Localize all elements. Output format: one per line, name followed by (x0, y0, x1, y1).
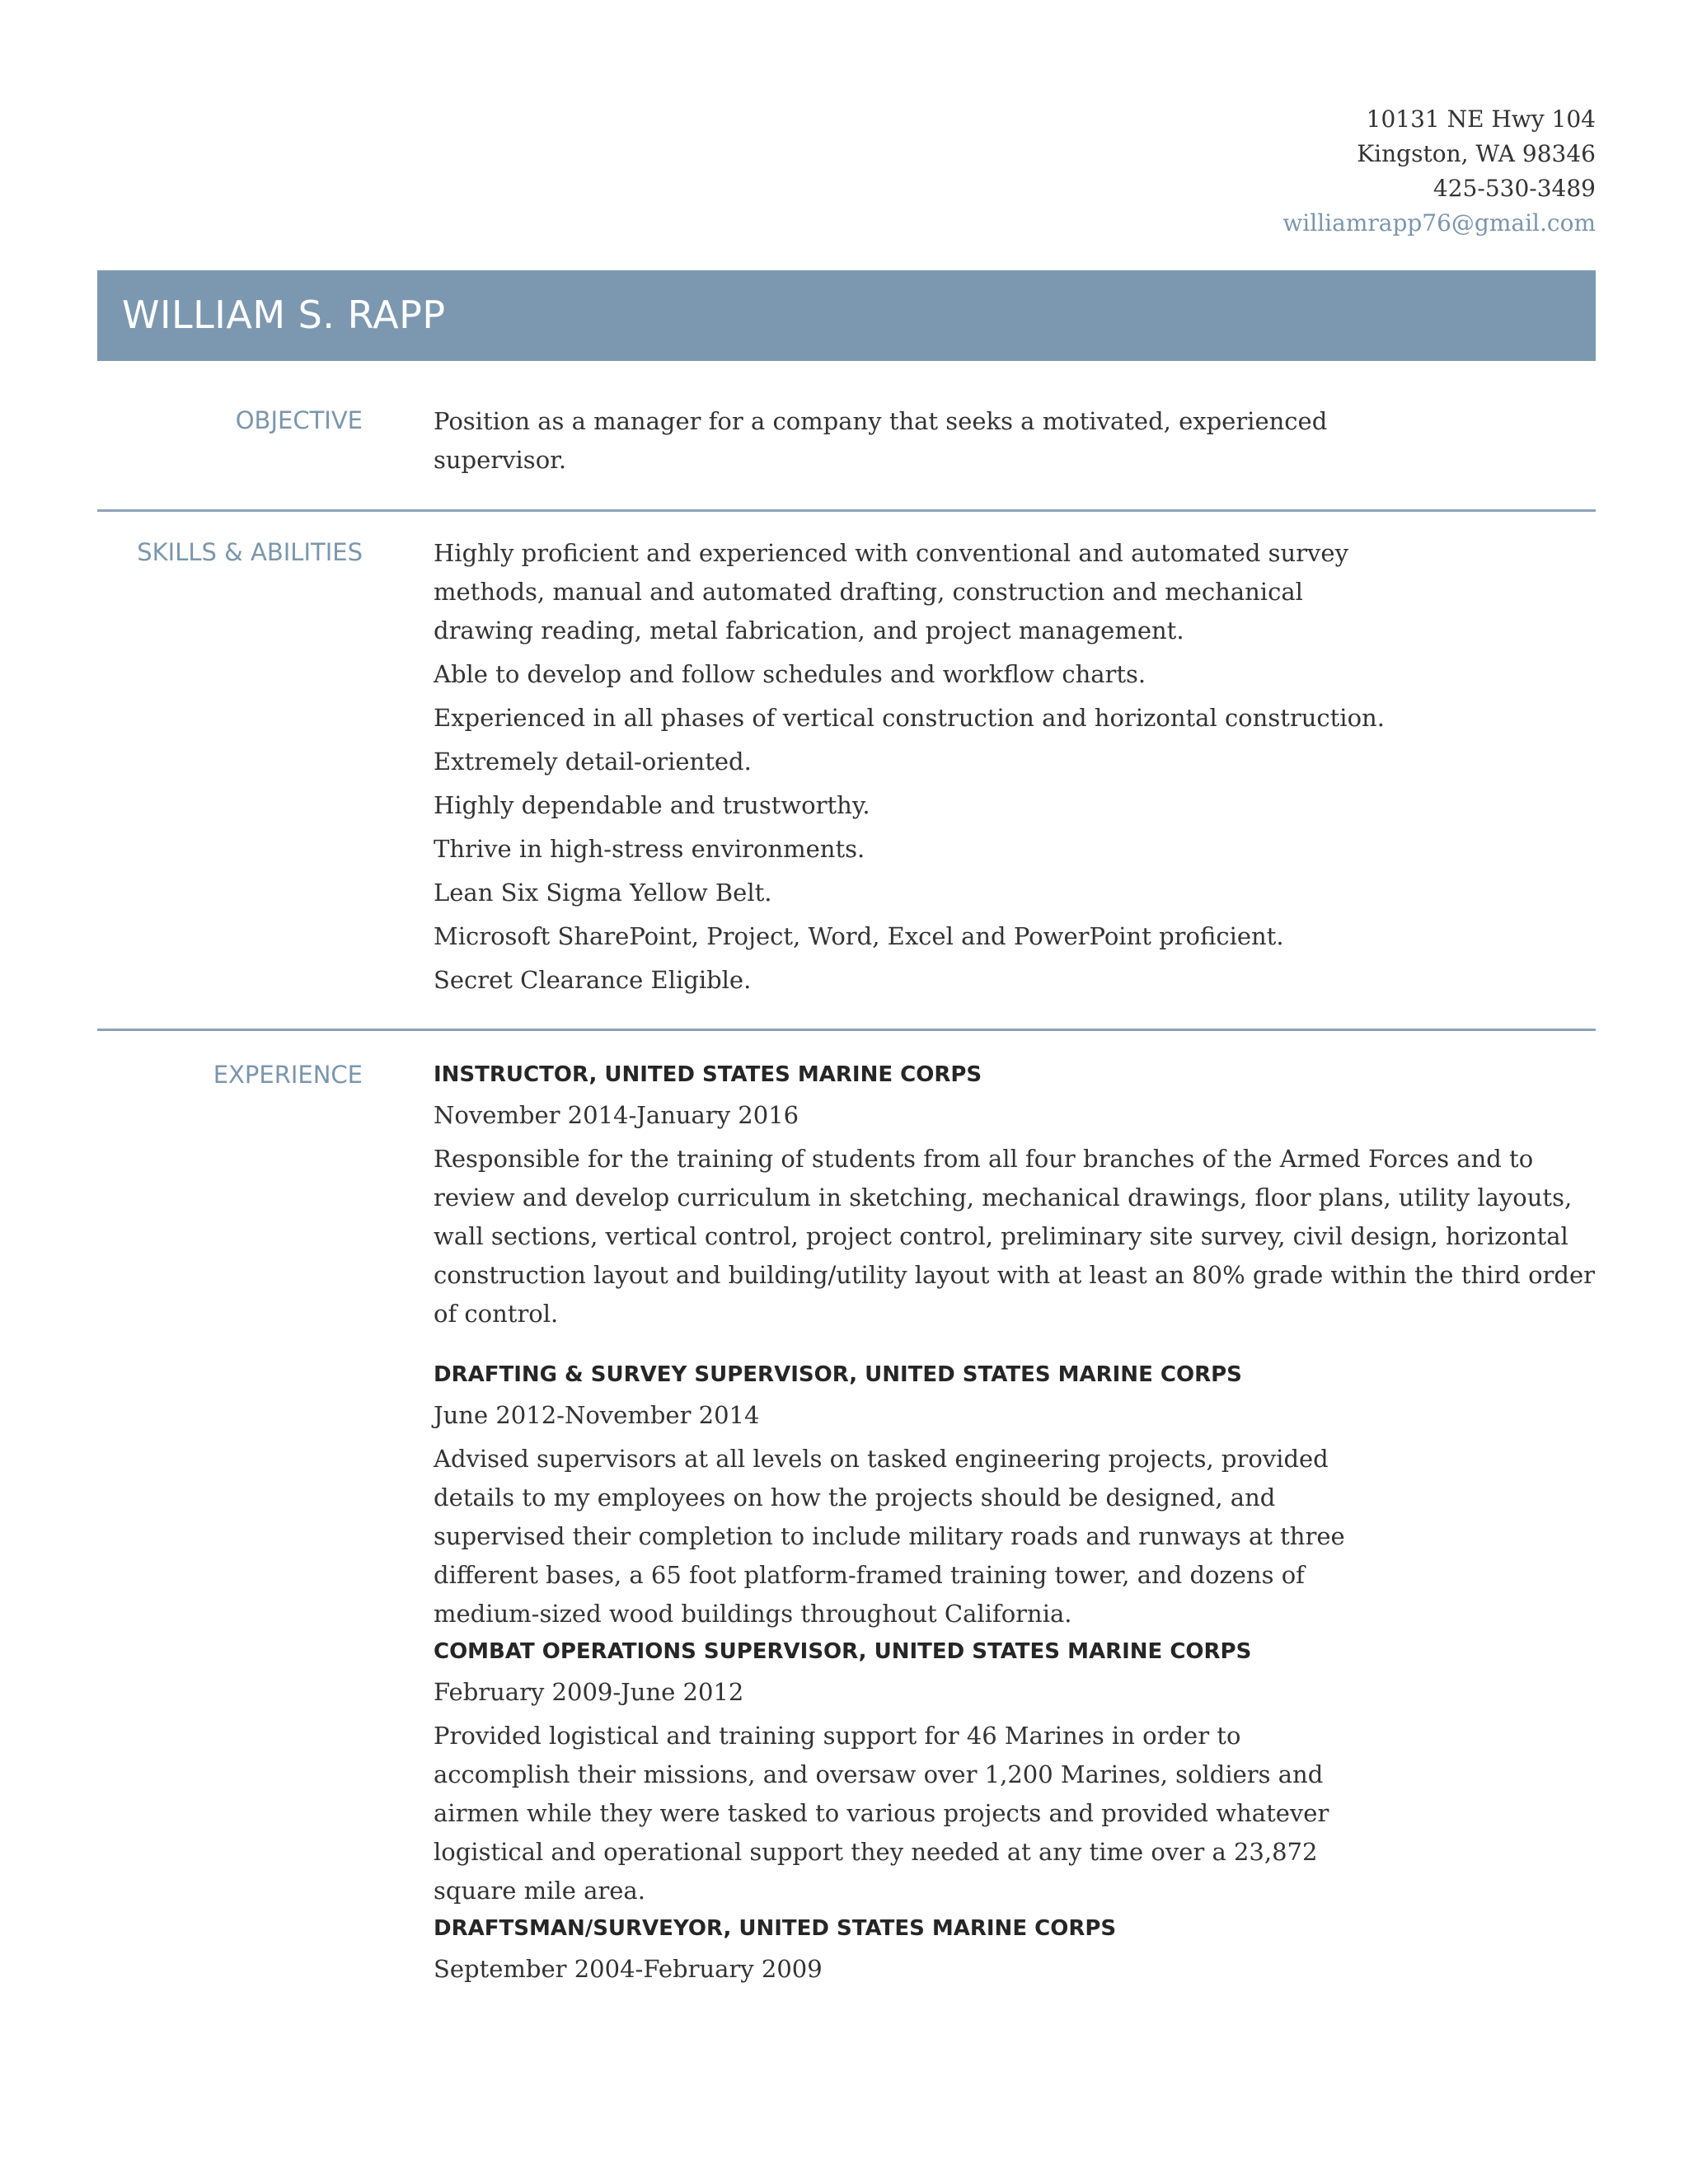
skill-item: Microsoft SharePoint, Project, Word, Excel and PowerPoint proficient. (434, 922, 1284, 950)
job-description: Responsible for the training of students from all four branches of the Armed Forces and to review and develop curriculum in sketching, mechanical drawings, floor plans, utility layouts, wall sections, vertical control, project control, preliminary site survey, civil design, horizontal construction layout and building/utility layout with at least an 80% grade within the third order of control. (434, 1145, 1595, 1328)
job-description: Provided logistical and training support for 46 Marines in order to accomplish their missions, and oversaw over 1,200 Marines, soldiers and airmen while they were tasked to various projects and provided whatever logistical and operational support they needed at any time over a 23,872 square mile area. (434, 1722, 1329, 1905)
skill-item: Able to develop and follow schedules and workflow charts. (434, 660, 1146, 688)
job-title: DRAFTSMAN/SURVEYOR, UNITED STATES MARINE CORPS (434, 1916, 1117, 1941)
skill-item: Highly dependable and trustworthy. (434, 791, 870, 819)
job-entry (434, 1633, 1596, 1910)
job-description: Advised supervisors at all levels on tasked engineering projects, provided details to my employees on how the projects should be designed, and supervised their completion to include military roads and runways at three different bases, a 65 foot platform-framed training tower, and dozens of medium-sized wood buildings throughout California. (434, 1445, 1345, 1628)
objective-text: Position as a manager for a company that seeks a motivated, experienced supervisor. (434, 407, 1328, 474)
section-divider (97, 509, 1596, 512)
candidate-name: WILLIAM S. RAPP (122, 293, 446, 337)
skill-item: Lean Six Sigma Yellow Belt. (434, 879, 772, 907)
experience-body (434, 1057, 1596, 1994)
address-line-2: Kingston, WA 98346 (1357, 140, 1596, 167)
job-dates: September 2004-February 2009 (434, 1955, 823, 1983)
job-entry (434, 1357, 1596, 1633)
phone-number: 425-530-3489 (1432, 175, 1596, 202)
skills-body (434, 534, 1596, 1005)
skill-item: Highly proficient and experienced with conventional and automated survey methods, manual and automated drafting, construction and mechanical drawing reading, metal fabrication, and project management. (434, 539, 1348, 644)
skill-item: Extremely detail-oriented. (434, 748, 752, 776)
skill-item: Secret Clearance Eligible. (434, 966, 752, 994)
skills-label: SKILLS & ABILITIES (137, 538, 363, 566)
section-divider (97, 1029, 1596, 1031)
job-entry (434, 1910, 1596, 1989)
address-line-1: 10131 NE Hwy 104 (1366, 105, 1596, 133)
job-dates: November 2014-January 2016 (434, 1101, 799, 1129)
name-banner (97, 270, 1596, 361)
spacer (434, 1333, 1596, 1357)
experience-label: EXPERIENCE (213, 1061, 363, 1089)
objective-body (434, 402, 1596, 480)
email-link[interactable]: williamrapp76@gmail.com (1282, 209, 1596, 237)
objective-label: OBJECTIVE (235, 406, 363, 434)
job-dates: June 2012-November 2014 (434, 1401, 760, 1429)
job-entry (434, 1057, 1596, 1333)
job-title: COMBAT OPERATIONS SUPERVISOR, UNITED STATES MARINE CORPS (434, 1639, 1252, 1664)
skill-item: Experienced in all phases of vertical construction and horizontal construction. (434, 704, 1385, 732)
job-title: INSTRUCTOR, UNITED STATES MARINE CORPS (434, 1062, 982, 1087)
job-dates: February 2009-June 2012 (434, 1678, 744, 1706)
contact-block (1019, 102, 1596, 241)
job-title: DRAFTING & SURVEY SUPERVISOR, UNITED STATES MARINE CORPS (434, 1362, 1242, 1387)
skill-item: Thrive in high-stress environments. (434, 835, 865, 863)
